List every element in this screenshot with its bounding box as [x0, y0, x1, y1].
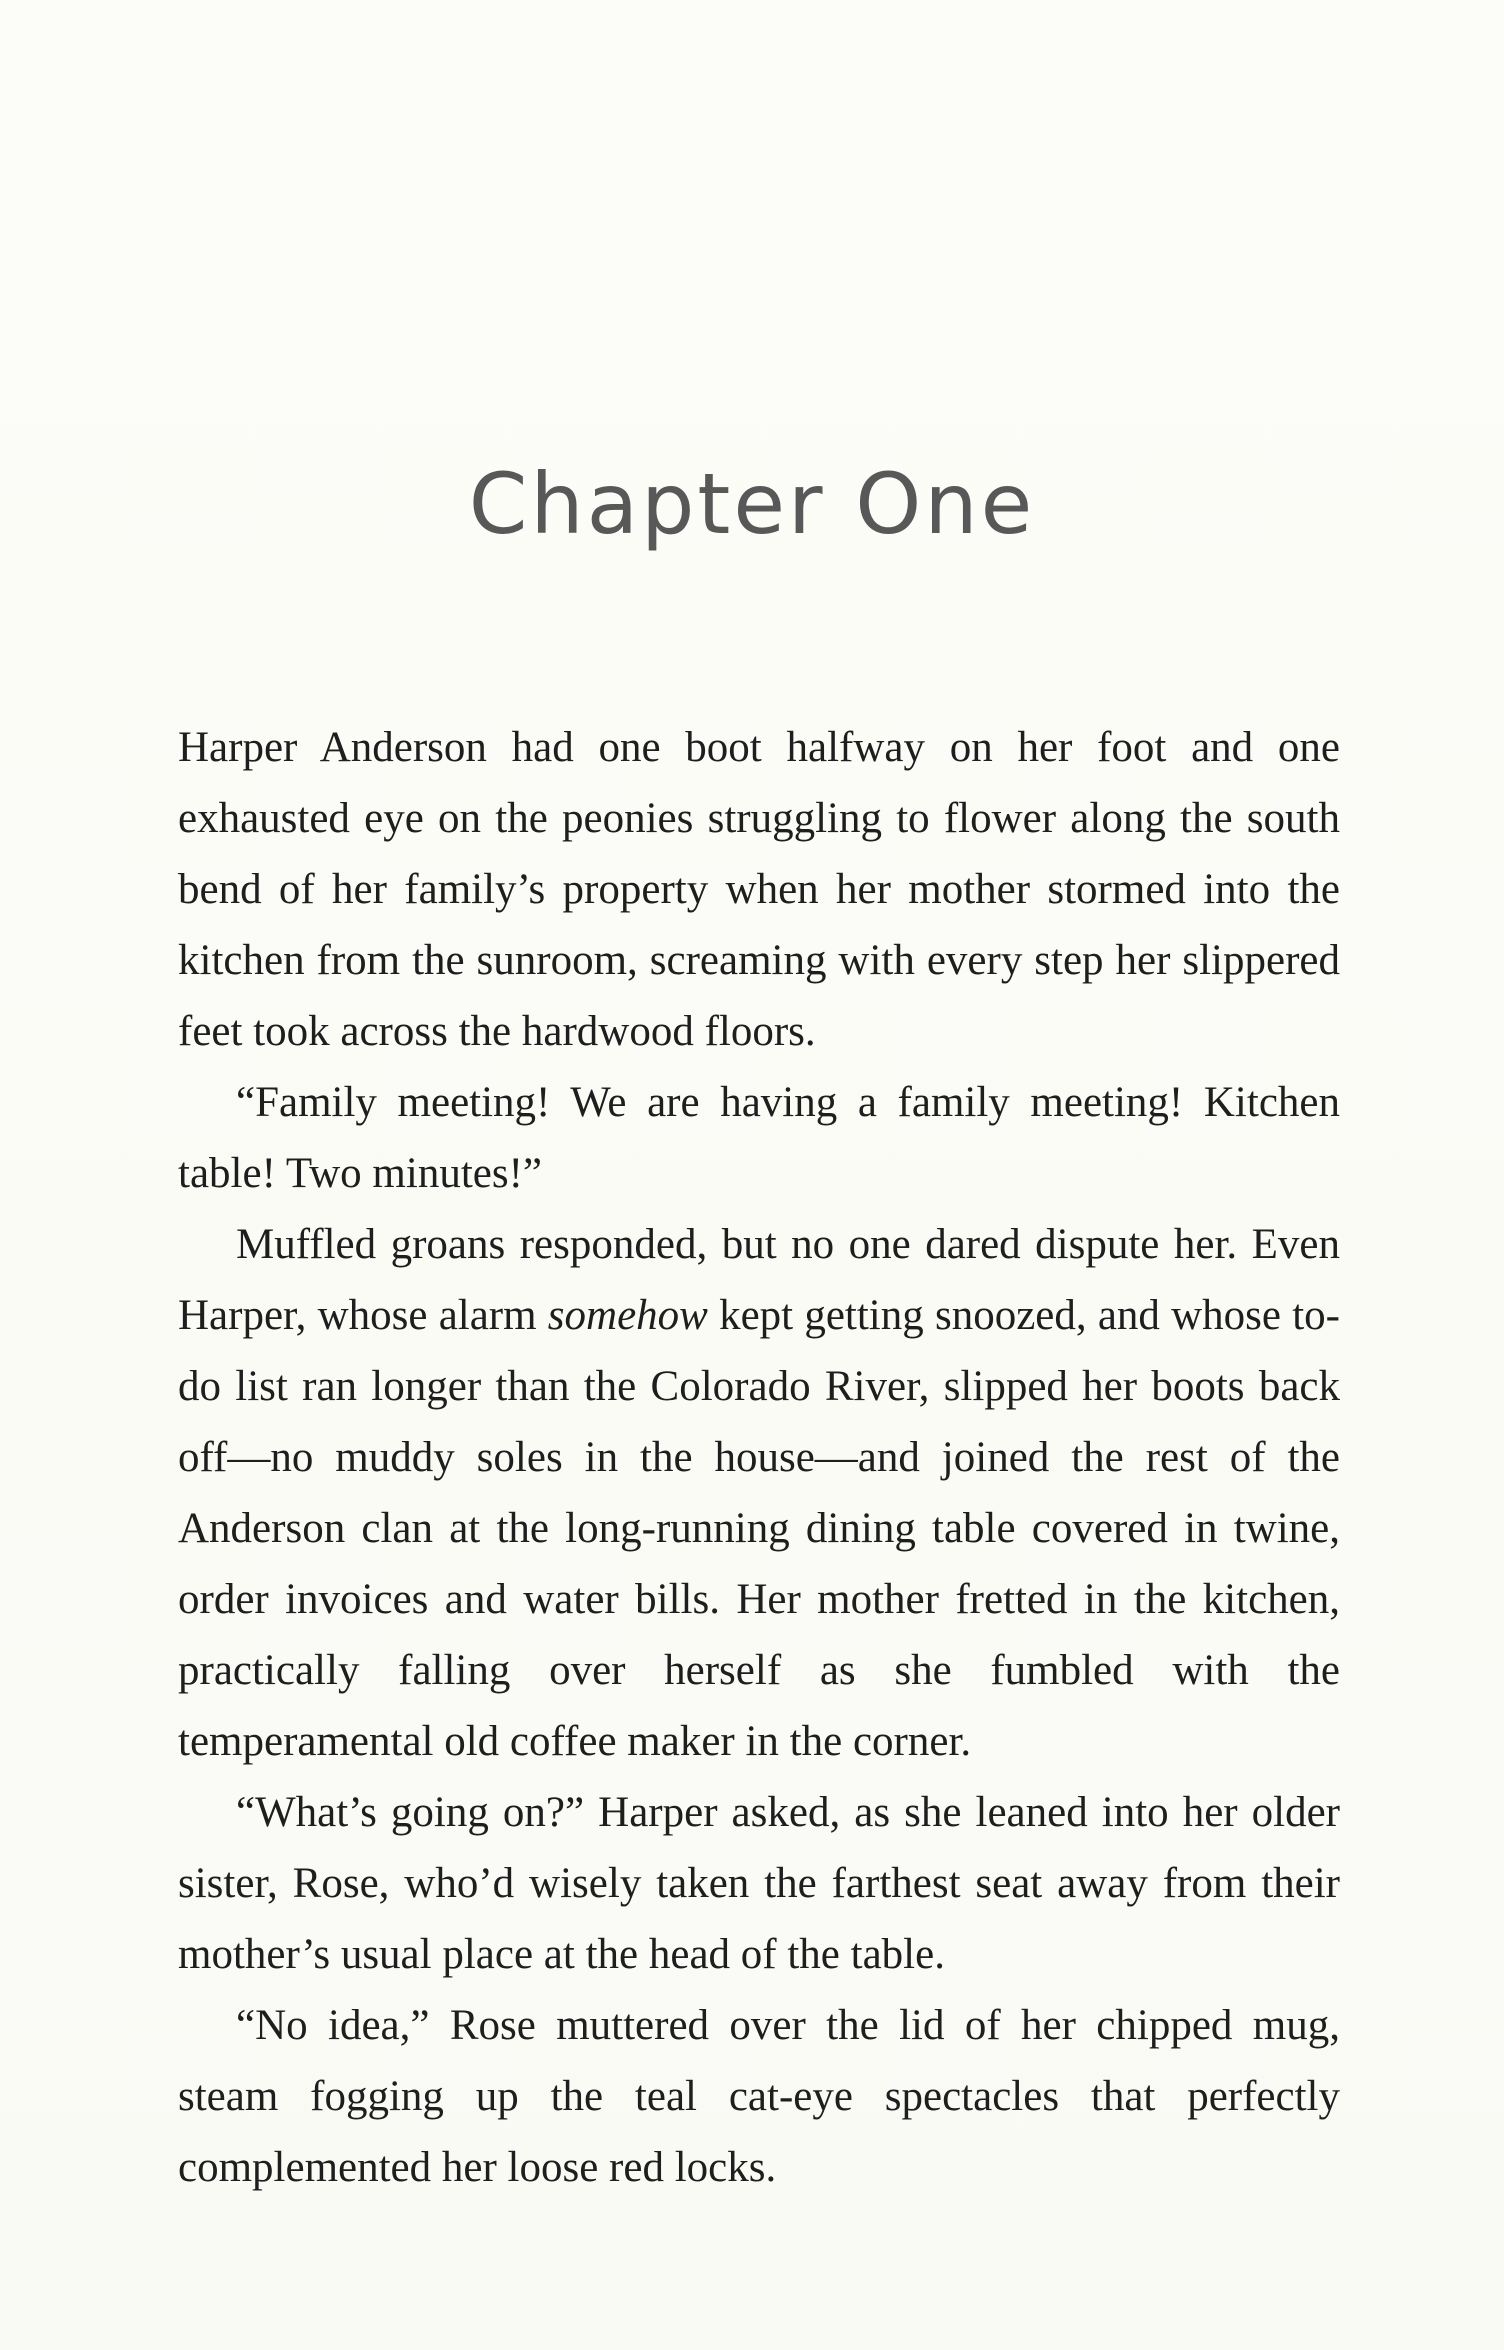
paragraph: “Family meeting! We are having a family meeting! Kitchen table! Two minutes!”: [178, 1079, 1340, 1197]
chapter-body: [178, 712, 1340, 2203]
paragraph-text: kept getting snoozed, and whose to-do list ran longer than the Colorado River, slipped her boots back off—no muddy soles in the house—and joined the rest of the Anderson clan at the long-running dining table covered in twine, order invoices and water bills. Her mother fretted in the kitchen, practically falling over herself as she fumbled with the temperamental old coffee maker in the corner.: [178, 1292, 1340, 1765]
paragraph: “What’s going on?” Harper asked, as she leaned into her older sister, Rose, who’d wisely taken the farthest seat away from their mother’s usual place at the head of the table.: [178, 1789, 1340, 1978]
chapter-title: Chapter One: [468, 455, 1036, 553]
paragraph: “No idea,” Rose muttered over the lid of her chipped mug, steam fogging up the teal cat-eye spectacles that perfectly complemented her loose red locks.: [178, 2002, 1340, 2191]
emphasized-word: somehow: [547, 1292, 708, 1339]
paragraph-text: Muffled groans responded, but no one dared dispute her. Even Harper, whose alarm: [178, 1221, 1340, 1339]
paragraph: [178, 1209, 1340, 1777]
paragraph: Harper Anderson had one boot halfway on her foot and one exhausted eye on the peonies struggling to flower along the south bend of her family’s property when her mother stormed into the kitchen from the sunroom, screaming with every step her slippered feet took across the hardwood floors.: [178, 724, 1340, 1055]
